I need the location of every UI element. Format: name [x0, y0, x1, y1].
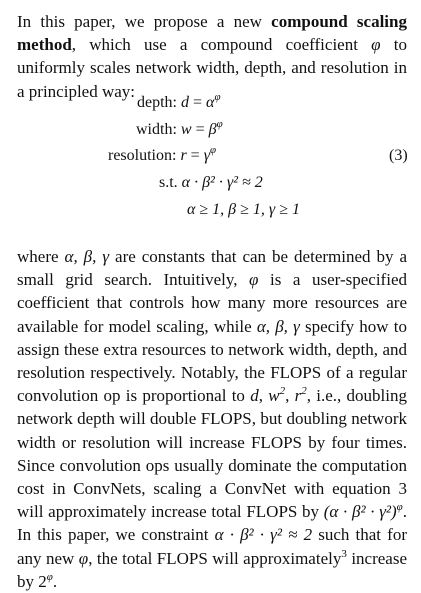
equation-number: (3) [389, 147, 408, 164]
flops-expression: (α · β² · γ²) [323, 502, 397, 522]
intro-text-end: to uniformly scales network width, depth, and resolution in a principled way: [17, 35, 407, 101]
phi-symbol: φ [249, 270, 259, 290]
compound-scaling-term: compound scaling method [17, 12, 407, 55]
bounds-equation: α ≥ 1, β ≥ 1, γ ≥ 1 [187, 201, 301, 218]
explanation-paragraph: where α, β, γ are constants that can be determined by a small grid search. Intuitively, φ is a user-specified coefficient that controls how many more resources are available for model scaling, while α, β, γ specify how to assign these extra resources to network width, depth, and resolution respectively. Notably, the FLOPS of a regular convolution op is proportional to d, $w^2$, $r^2$, i.e., doubling network depth will double FLOPS, but doubling network width or resolution will increase FLOPS by four times. Since convolution ops usually dominate the computation cost in ConvNets, scaling a ConvNet with equation 3 will approximately increase total FLOPS by $(\alpha \cdot \beta^2 \cdot \gamma^2)^\varphi$. In this paper, we constraint α · β² · γ² ≈ 2 such that for any new φ, the total FLOPS will approximately$^3$ increase by $2^\varphi$. [17, 247, 408, 591]
intro-text-start: In this paper, we propose a new [17, 12, 272, 31]
intro-paragraph [17, 10, 407, 103]
width-equation: width: $w = \beta^\varphi$ [136, 118, 223, 138]
phi-symbol: φ [371, 35, 381, 55]
constants-symbols: α, β, γ [64, 247, 110, 266]
intro-text-mid: , which use a compound coefficient [71, 35, 372, 55]
constraint-equation: s.t. α · β² · γ² ≈ 2 [159, 174, 263, 191]
resolution-equation: resolution: $r = \gamma^\varphi$ [108, 144, 217, 164]
constants-symbols: α, β, γ [256, 316, 300, 336]
depth-equation: depth: $d = \alpha^\varphi$ [137, 91, 221, 111]
constraint-inline: α · β² · γ² ≈ 2 [214, 525, 313, 545]
footnote-marker[interactable]: 3 [341, 547, 347, 560]
